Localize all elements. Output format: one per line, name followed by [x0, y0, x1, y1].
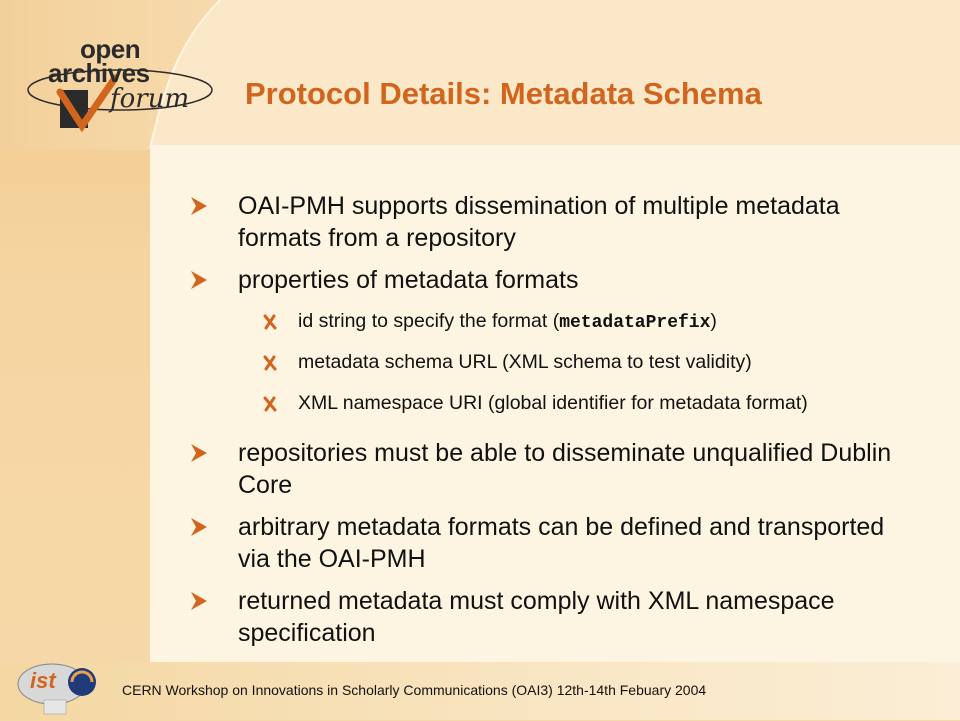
sub-bullet-text: XML namespace URI (global identifier for metadata format) [298, 392, 808, 414]
cross-mark-icon [263, 390, 298, 421]
ist-logo [16, 660, 102, 716]
logo-text-archives: archives [48, 58, 150, 88]
logo-text-open: open [80, 34, 141, 64]
sub-bullet-text [298, 308, 717, 336]
bullet-text: repositories must be able to disseminate unqualified Dublin Core [238, 439, 892, 499]
logo-text-forum: forum [110, 84, 190, 114]
cross-mark-icon [263, 349, 298, 380]
sub-bullet-item [263, 308, 908, 339]
bullet-text: properties of metadata formats [238, 266, 579, 294]
arrowhead-icon [188, 437, 238, 473]
bullet-text: arbitrary metadata formats can be defined and transported via the OAI-PMH [238, 513, 885, 573]
sub-bullet-text: metadata schema URL (XML schema to test validity) [298, 351, 752, 373]
arrowhead-icon [188, 190, 238, 226]
sub-bullet-text-part: id string to specify the format ( [298, 310, 560, 332]
cross-mark-icon [263, 308, 298, 339]
footer-text: CERN Workshop on Innovations in Scholarly Communications (OAI3) 12th-14th Febuary 2004 [122, 682, 707, 698]
bullet-item [188, 585, 908, 649]
bullet-text: returned metadata must comply with XML namespace specification [238, 587, 835, 647]
sub-bullet-text-part: ) [710, 310, 717, 332]
bullet-item [188, 264, 908, 300]
bullet-list [188, 190, 908, 659]
bullet-item [188, 190, 908, 254]
arrowhead-icon [188, 264, 238, 300]
header-curve [140, 0, 960, 148]
bullet-text: OAI-PMH supports dissemination of multiple metadata formats from a repository [238, 192, 840, 252]
slide-title: Protocol Details: Metadata Schema [245, 76, 762, 111]
arrowhead-icon [188, 585, 238, 621]
open-archives-forum-logo [20, 30, 230, 140]
ist-logo-text: ist [30, 668, 56, 693]
sub-bullet-item [263, 390, 908, 421]
arrowhead-icon [188, 511, 238, 547]
bullet-item [188, 437, 908, 501]
sub-bullet-item [263, 349, 908, 380]
bullet-item [188, 511, 908, 575]
code-metadataprefix: metadataPrefix [559, 313, 711, 333]
